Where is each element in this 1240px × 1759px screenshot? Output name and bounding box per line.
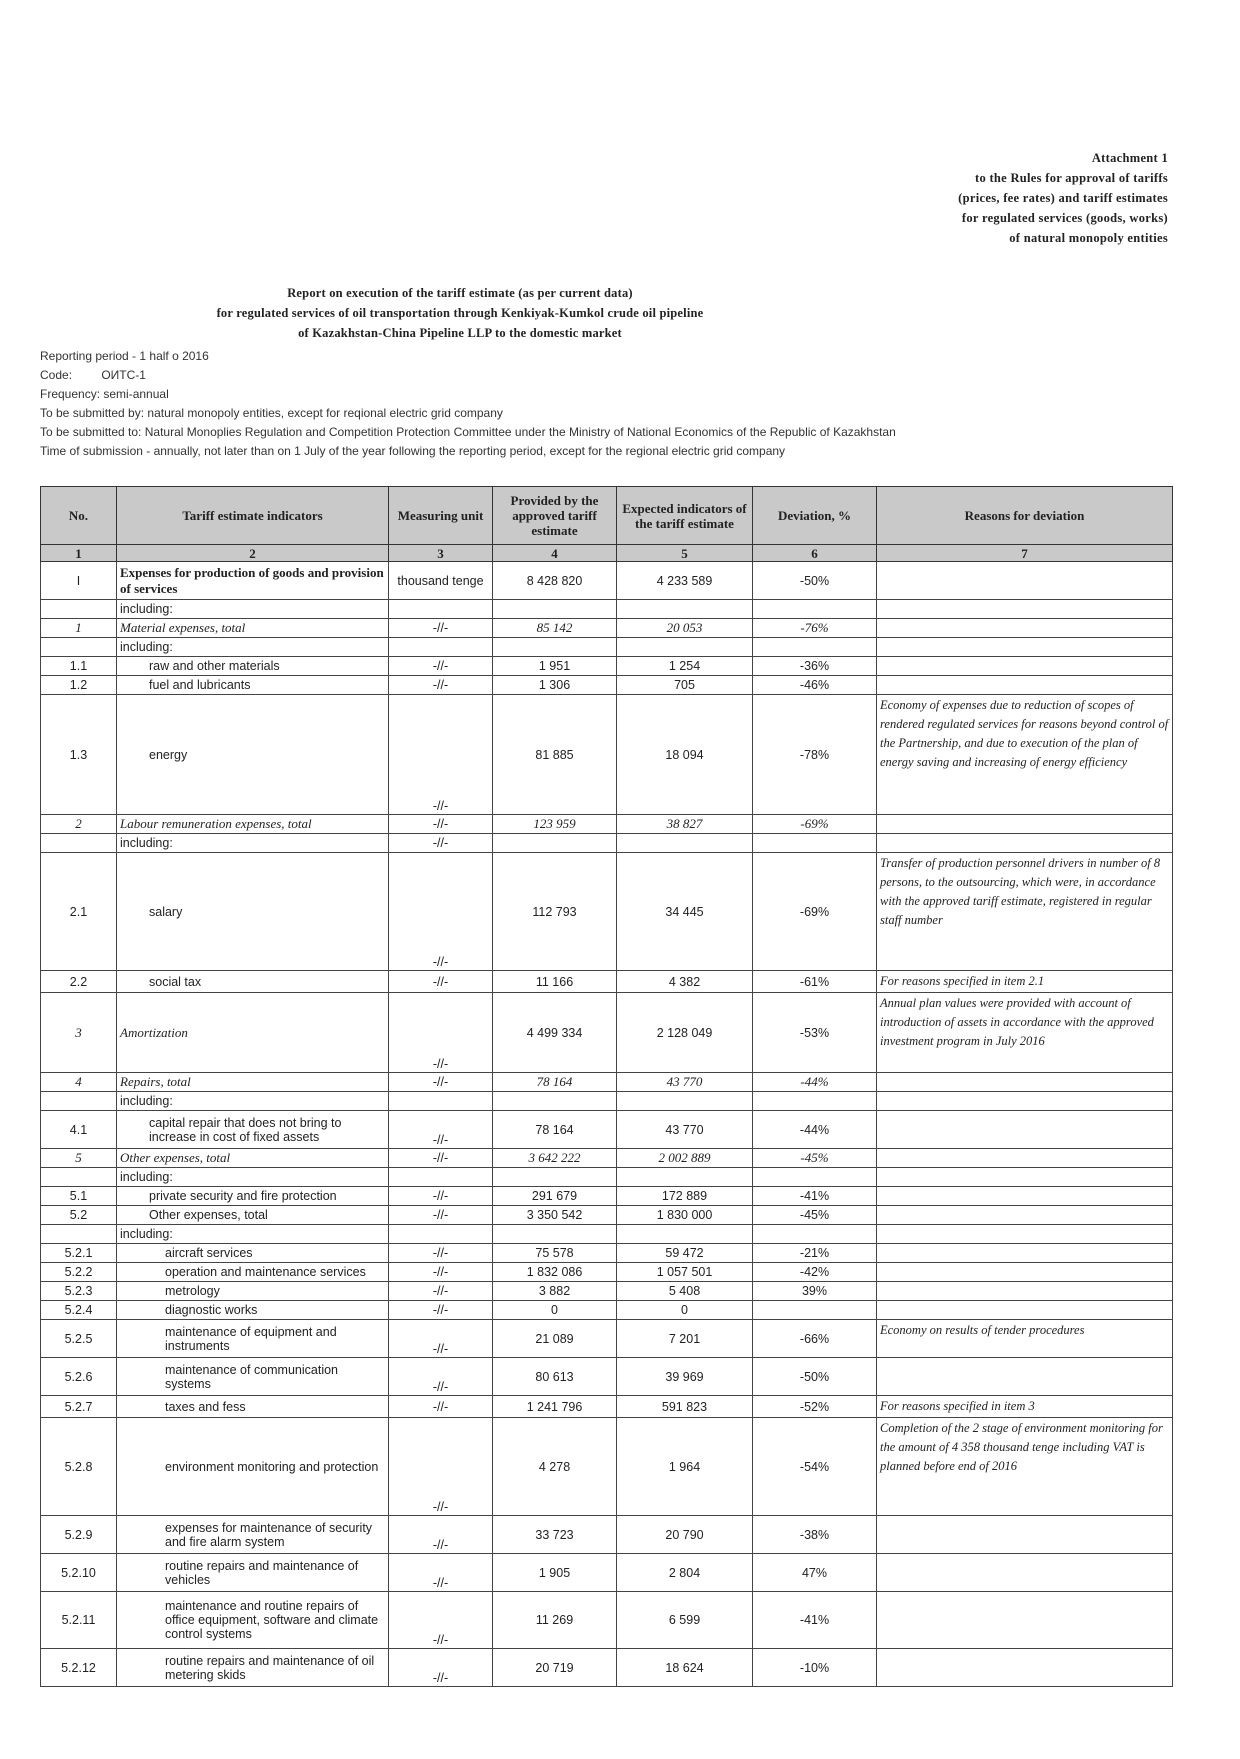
row-approved: 11 166: [493, 971, 617, 993]
row-expected: 0: [617, 1301, 753, 1320]
row-approved: [493, 834, 617, 853]
row-indicator: Other expenses, total: [117, 1206, 389, 1225]
row-unit: [389, 1168, 493, 1187]
row-unit: -//-: [389, 1358, 493, 1396]
row-reason: [877, 1187, 1173, 1206]
row-reason: [877, 676, 1173, 695]
row-no: [41, 1225, 117, 1244]
row-deviation: -66%: [753, 1320, 877, 1358]
tariff-estimate-table: [40, 486, 1173, 1687]
column-header: Deviation, %: [753, 487, 877, 545]
table-row: [41, 853, 1173, 971]
row-approved: 112 793: [493, 853, 617, 971]
row-no: 1.2: [41, 676, 117, 695]
row-expected: 172 889: [617, 1187, 753, 1206]
row-unit: -//-: [389, 853, 493, 971]
row-indicator: Amortization: [117, 993, 389, 1073]
row-no: 5.2.5: [41, 1320, 117, 1358]
row-approved: [493, 1225, 617, 1244]
row-reason: [877, 1111, 1173, 1149]
row-indicator: including:: [117, 638, 389, 657]
column-number: 4: [493, 545, 617, 562]
row-indicator: environment monitoring and protection: [117, 1418, 389, 1516]
row-approved: 123 959: [493, 815, 617, 834]
row-deviation: -45%: [753, 1149, 877, 1168]
row-reason: [877, 1592, 1173, 1649]
table-row: [41, 1649, 1173, 1687]
report-meta: [40, 347, 896, 461]
row-approved: 20 719: [493, 1649, 617, 1687]
table-row: [41, 1554, 1173, 1592]
row-expected: 1 830 000: [617, 1206, 753, 1225]
table-row: [41, 657, 1173, 676]
row-no: 5.1: [41, 1187, 117, 1206]
row-approved: 1 951: [493, 657, 617, 676]
row-deviation: -45%: [753, 1206, 877, 1225]
submitted-to: To be submitted to: Natural Monoplies Regulation and Competition Protection Committee under the Ministry of National Economics of the Republic of Kazakhstan: [40, 425, 896, 439]
row-indicator: operation and maintenance services: [117, 1263, 389, 1282]
row-expected: 705: [617, 676, 753, 695]
row-approved: 0: [493, 1301, 617, 1320]
row-approved: 4 278: [493, 1418, 617, 1516]
table-row: [41, 600, 1173, 619]
attachment-line: to the Rules for approval of tariffs: [975, 171, 1168, 185]
row-no: [41, 1092, 117, 1111]
row-unit: -//-: [389, 676, 493, 695]
row-no: 1: [41, 619, 117, 638]
row-reason: Completion of the 2 stage of environment monitoring for the amount of 4 358 thousand tenge including VAT is planned before end of 2016: [877, 1418, 1173, 1516]
row-indicator: private security and fire protection: [117, 1187, 389, 1206]
column-number: 7: [877, 545, 1173, 562]
row-no: 4: [41, 1073, 117, 1092]
column-header: Expected indicators of the tariff estimate: [617, 487, 753, 545]
row-unit: -//-: [389, 834, 493, 853]
row-indicator: including:: [117, 600, 389, 619]
row-no: 1.1: [41, 657, 117, 676]
row-deviation: -10%: [753, 1649, 877, 1687]
row-no: 5: [41, 1149, 117, 1168]
row-indicator: Other expenses, total: [117, 1149, 389, 1168]
row-no: [41, 600, 117, 619]
row-reason: [877, 1168, 1173, 1187]
column-header: Measuring unit: [389, 487, 493, 545]
table-row: [41, 1358, 1173, 1396]
row-reason: [877, 657, 1173, 676]
row-deviation: -44%: [753, 1073, 877, 1092]
row-indicator: salary: [117, 853, 389, 971]
row-approved: [493, 638, 617, 657]
row-no: [41, 638, 117, 657]
row-expected: 591 823: [617, 1396, 753, 1418]
row-no: 4.1: [41, 1111, 117, 1149]
row-no: 5.2.2: [41, 1263, 117, 1282]
row-reason: [877, 1554, 1173, 1592]
row-expected: [617, 600, 753, 619]
row-indicator: routine repairs and maintenance of oil metering skids: [117, 1649, 389, 1687]
row-approved: 291 679: [493, 1187, 617, 1206]
table-row: [41, 1282, 1173, 1301]
row-reason: [877, 600, 1173, 619]
row-deviation: -21%: [753, 1244, 877, 1263]
row-indicator: Expenses for production of goods and provision of services: [117, 562, 389, 600]
row-deviation: -52%: [753, 1396, 877, 1418]
row-approved: [493, 1168, 617, 1187]
report-title-line: Report on execution of the tariff estimate (as per current data): [287, 286, 633, 300]
row-unit: -//-: [389, 657, 493, 676]
table-row: [41, 1516, 1173, 1554]
row-indicator: aircraft services: [117, 1244, 389, 1263]
row-reason: [877, 1516, 1173, 1554]
table-row: [41, 834, 1173, 853]
table-row: [41, 1396, 1173, 1418]
row-reason: [877, 638, 1173, 657]
row-approved: 1 306: [493, 676, 617, 695]
row-approved: 3 642 222: [493, 1149, 617, 1168]
row-deviation: -61%: [753, 971, 877, 993]
row-expected: 38 827: [617, 815, 753, 834]
row-reason: [877, 1092, 1173, 1111]
row-no: 5.2.8: [41, 1418, 117, 1516]
column-header: Reasons for deviation: [877, 487, 1173, 545]
table-row: [41, 619, 1173, 638]
row-approved: 4 499 334: [493, 993, 617, 1073]
row-deviation: [753, 1092, 877, 1111]
row-deviation: [753, 1168, 877, 1187]
code-line: [40, 366, 896, 385]
frequency: Frequency: semi-annual: [40, 387, 169, 401]
row-expected: 59 472: [617, 1244, 753, 1263]
table-row: [41, 971, 1173, 993]
row-unit: -//-: [389, 1263, 493, 1282]
row-indicator: taxes and fess: [117, 1396, 389, 1418]
row-deviation: [753, 638, 877, 657]
row-approved: 21 089: [493, 1320, 617, 1358]
row-no: 1.3: [41, 695, 117, 815]
row-indicator: maintenance of equipment and instruments: [117, 1320, 389, 1358]
row-approved: 3 350 542: [493, 1206, 617, 1225]
row-reason: [877, 1225, 1173, 1244]
code-label: Code:: [40, 368, 73, 382]
row-reason: Annual plan values were provided with account of introduction of assets in accordance with the approved investment program in July 2016: [877, 993, 1173, 1073]
row-indicator: social tax: [117, 971, 389, 993]
row-approved: 8 428 820: [493, 562, 617, 600]
row-approved: [493, 1092, 617, 1111]
table-row: [41, 1168, 1173, 1187]
code-value: ОИТС-1: [101, 368, 146, 382]
table-row: [41, 562, 1173, 600]
row-indicator: energy: [117, 695, 389, 815]
row-reason: [877, 1244, 1173, 1263]
row-unit: [389, 638, 493, 657]
row-no: 5.2.3: [41, 1282, 117, 1301]
row-no: 5.2.7: [41, 1396, 117, 1418]
row-unit: -//-: [389, 815, 493, 834]
table-row: [41, 993, 1173, 1073]
row-unit: -//-: [389, 1111, 493, 1149]
time-of-submission: Time of submission - annually, not later than on 1 July of the year following the reporting period, except for the regional electric grid company: [40, 444, 786, 458]
row-deviation: -46%: [753, 676, 877, 695]
row-deviation: -78%: [753, 695, 877, 815]
row-expected: 20 053: [617, 619, 753, 638]
table-row: [41, 638, 1173, 657]
table-row: [41, 1244, 1173, 1263]
row-approved: 1 832 086: [493, 1263, 617, 1282]
row-expected: 43 770: [617, 1111, 753, 1149]
row-indicator: routine repairs and maintenance of vehicles: [117, 1554, 389, 1592]
reporting-period: Reporting period - 1 half o 2016: [40, 349, 209, 363]
row-approved: [493, 600, 617, 619]
row-indicator: including:: [117, 1092, 389, 1111]
row-approved: 75 578: [493, 1244, 617, 1263]
row-expected: 2 002 889: [617, 1149, 753, 1168]
row-approved: 33 723: [493, 1516, 617, 1554]
table-header-row: [41, 487, 1173, 545]
row-no: I: [41, 562, 117, 600]
row-reason: Economy on results of tender procedures: [877, 1320, 1173, 1358]
row-indicator: raw and other materials: [117, 657, 389, 676]
row-approved: 81 885: [493, 695, 617, 815]
attachment-line: of natural monopoly entities: [1009, 231, 1168, 245]
table-row: [41, 1187, 1173, 1206]
row-indicator: expenses for maintenance of security and fire alarm system: [117, 1516, 389, 1554]
row-deviation: -36%: [753, 657, 877, 676]
column-number-row: [41, 545, 1173, 562]
row-unit: -//-: [389, 1301, 493, 1320]
row-expected: [617, 1168, 753, 1187]
row-reason: [877, 1206, 1173, 1225]
row-unit: -//-: [389, 993, 493, 1073]
report-title-line: for regulated services of oil transportation through Kenkiyak-Kumkol crude oil pipeline: [216, 306, 704, 320]
row-unit: -//-: [389, 971, 493, 993]
row-unit: -//-: [389, 1649, 493, 1687]
row-expected: 18 624: [617, 1649, 753, 1687]
row-expected: 6 599: [617, 1592, 753, 1649]
column-number: 3: [389, 545, 493, 562]
row-reason: [877, 619, 1173, 638]
row-expected: [617, 1092, 753, 1111]
row-no: 5.2.12: [41, 1649, 117, 1687]
row-deviation: -41%: [753, 1187, 877, 1206]
row-deviation: -38%: [753, 1516, 877, 1554]
row-indicator: maintenance and routine repairs of office equipment, software and climate control systems: [117, 1592, 389, 1649]
row-deviation: -69%: [753, 815, 877, 834]
row-reason: [877, 1301, 1173, 1320]
row-expected: 2 804: [617, 1554, 753, 1592]
row-indicator: including:: [117, 1225, 389, 1244]
row-expected: 4 233 589: [617, 562, 753, 600]
submitted-by: To be submitted by: natural monopoly entities, except for reqional electric grid company: [40, 406, 503, 420]
table-row: [41, 1092, 1173, 1111]
table-row: [41, 1320, 1173, 1358]
row-deviation: [753, 1225, 877, 1244]
row-deviation: -50%: [753, 1358, 877, 1396]
row-approved: 1 241 796: [493, 1396, 617, 1418]
row-indicator: Repairs, total: [117, 1073, 389, 1092]
row-expected: [617, 638, 753, 657]
row-unit: -//-: [389, 1206, 493, 1225]
row-approved: 78 164: [493, 1073, 617, 1092]
column-number: 6: [753, 545, 877, 562]
row-no: 3: [41, 993, 117, 1073]
row-no: 2.2: [41, 971, 117, 993]
row-indicator: maintenance of communication systems: [117, 1358, 389, 1396]
row-unit: [389, 1092, 493, 1111]
row-approved: 3 882: [493, 1282, 617, 1301]
row-expected: 5 408: [617, 1282, 753, 1301]
row-approved: 85 142: [493, 619, 617, 638]
row-unit: [389, 1225, 493, 1244]
row-unit: -//-: [389, 1516, 493, 1554]
table-row: [41, 1111, 1173, 1149]
attachment-line: for regulated services (goods, works): [961, 211, 1168, 225]
row-deviation: -54%: [753, 1418, 877, 1516]
row-unit: -//-: [389, 1320, 493, 1358]
row-indicator: metrology: [117, 1282, 389, 1301]
row-expected: 18 094: [617, 695, 753, 815]
row-no: 5.2.4: [41, 1301, 117, 1320]
row-indicator: fuel and lubricants: [117, 676, 389, 695]
row-unit: -//-: [389, 1187, 493, 1206]
column-number: 2: [117, 545, 389, 562]
table-row: [41, 676, 1173, 695]
table-row: [41, 1206, 1173, 1225]
row-no: 5.2: [41, 1206, 117, 1225]
row-reason: [877, 1282, 1173, 1301]
row-no: 5.2.11: [41, 1592, 117, 1649]
row-no: 5.2.10: [41, 1554, 117, 1592]
row-expected: 1 057 501: [617, 1263, 753, 1282]
row-unit: [389, 600, 493, 619]
row-deviation: -53%: [753, 993, 877, 1073]
row-approved: 11 269: [493, 1592, 617, 1649]
row-deviation: -50%: [753, 562, 877, 600]
row-expected: 43 770: [617, 1073, 753, 1092]
row-no: [41, 834, 117, 853]
table-row: [41, 695, 1173, 815]
row-expected: 39 969: [617, 1358, 753, 1396]
row-deviation: [753, 600, 877, 619]
row-deviation: -44%: [753, 1111, 877, 1149]
row-unit: -//-: [389, 1244, 493, 1263]
row-reason: Economy of expenses due to reduction of scopes of rendered regulated services for reasons beyond control of the Partnership, and due to execution of the plan of energy saving and increasing of energy efficiency: [877, 695, 1173, 815]
row-reason: For reasons specified in item 2.1: [877, 971, 1173, 993]
row-unit: -//-: [389, 1554, 493, 1592]
row-deviation: [753, 834, 877, 853]
column-number: 5: [617, 545, 753, 562]
row-expected: 34 445: [617, 853, 753, 971]
row-unit: -//-: [389, 619, 493, 638]
row-indicator: Material expenses, total: [117, 619, 389, 638]
row-unit: -//-: [389, 1396, 493, 1418]
column-header: Provided by the approved tariff estimate: [493, 487, 617, 545]
row-reason: For reasons specified in item 3: [877, 1396, 1173, 1418]
row-unit: -//-: [389, 1418, 493, 1516]
row-indicator: including:: [117, 1168, 389, 1187]
row-expected: 2 128 049: [617, 993, 753, 1073]
row-indicator: capital repair that does not bring to increase in cost of fixed assets: [117, 1111, 389, 1149]
row-no: 2: [41, 815, 117, 834]
column-header: Tariff estimate indicators: [117, 487, 389, 545]
row-unit: -//-: [389, 1592, 493, 1649]
row-unit: -//-: [389, 1282, 493, 1301]
row-deviation: -69%: [753, 853, 877, 971]
row-reason: [877, 1073, 1173, 1092]
row-reason: [877, 1358, 1173, 1396]
row-no: 2.1: [41, 853, 117, 971]
row-unit: -//-: [389, 1149, 493, 1168]
row-deviation: -76%: [753, 619, 877, 638]
row-deviation: 39%: [753, 1282, 877, 1301]
row-expected: [617, 1225, 753, 1244]
row-expected: 7 201: [617, 1320, 753, 1358]
attachment-note: [958, 148, 1168, 248]
row-deviation: [753, 1301, 877, 1320]
row-expected: 4 382: [617, 971, 753, 993]
row-unit: -//-: [389, 695, 493, 815]
row-unit: -//-: [389, 1073, 493, 1092]
row-reason: [877, 1649, 1173, 1687]
row-expected: 1 964: [617, 1418, 753, 1516]
report-title-line: of Kazakhstan-China Pipeline LLP to the domestic market: [298, 326, 622, 340]
row-reason: [877, 1149, 1173, 1168]
column-header: No.: [41, 487, 117, 545]
row-expected: [617, 834, 753, 853]
attachment-line: Attachment 1: [1091, 151, 1168, 165]
row-unit: thousand tenge: [389, 562, 493, 600]
table-row: [41, 1263, 1173, 1282]
row-reason: [877, 1263, 1173, 1282]
attachment-line: (prices, fee rates) and tariff estimates: [958, 191, 1168, 205]
row-deviation: 47%: [753, 1554, 877, 1592]
table-row: [41, 1149, 1173, 1168]
row-indicator: diagnostic works: [117, 1301, 389, 1320]
table-row: [41, 1592, 1173, 1649]
row-deviation: -42%: [753, 1263, 877, 1282]
row-reason: [877, 815, 1173, 834]
column-number: 1: [41, 545, 117, 562]
row-expected: 20 790: [617, 1516, 753, 1554]
report-title: [140, 283, 780, 343]
row-no: 5.2.6: [41, 1358, 117, 1396]
row-reason: [877, 562, 1173, 600]
row-indicator: including:: [117, 834, 389, 853]
table-row: [41, 1225, 1173, 1244]
table-row: [41, 1418, 1173, 1516]
row-deviation: -41%: [753, 1592, 877, 1649]
row-approved: 1 905: [493, 1554, 617, 1592]
row-no: [41, 1168, 117, 1187]
row-approved: 80 613: [493, 1358, 617, 1396]
row-reason: Transfer of production personnel drivers in number of 8 persons, to the outsourcing, which were, in accordance with the approved tariff estimate, registered in regular staff number: [877, 853, 1173, 971]
row-no: 5.2.9: [41, 1516, 117, 1554]
row-no: 5.2.1: [41, 1244, 117, 1263]
table-row: [41, 1073, 1173, 1092]
row-reason: [877, 834, 1173, 853]
table-row: [41, 815, 1173, 834]
table-row: [41, 1301, 1173, 1320]
row-indicator: Labour remuneration expenses, total: [117, 815, 389, 834]
row-expected: 1 254: [617, 657, 753, 676]
row-approved: 78 164: [493, 1111, 617, 1149]
